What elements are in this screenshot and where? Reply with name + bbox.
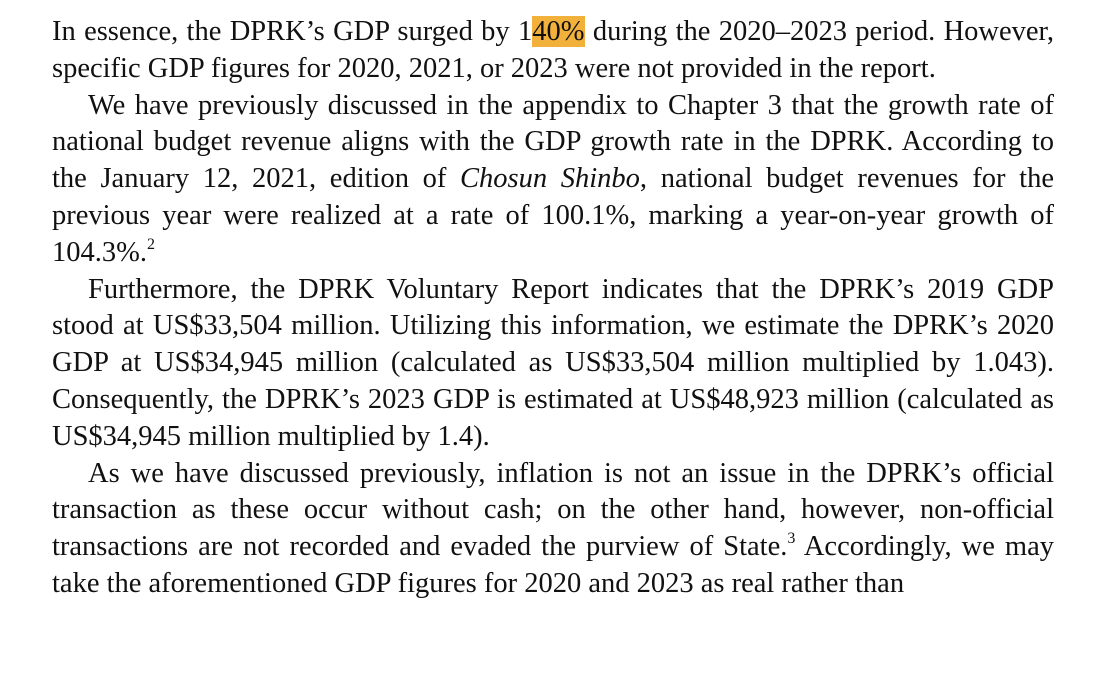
paragraph-text: As we have discussed previously, inflation is not an issue in the DPRK’s official transaction as these occur without cash; on the other hand, however, non-official transactions are not recorded and evaded the purview of State. [52,457,1054,563]
publication-title: Chosun Shinbo [460,163,640,195]
paragraph-text: , national budget revenues for the previous year were realized at a rate of 100.1%, marking a year-on-year growth of 104.3%. [52,163,1054,268]
footnote-marker[interactable]: 3 [787,530,796,548]
paragraph-text: We have previously discussed in the appendix to Chapter 3 that the growth rate of national budget revenue aligns with the GDP growth rate in the DPRK. According to the January 12, 2021, edition of [52,89,1054,195]
paragraph-text: Accordingly, we may take the aforementioned GDP figures for 2020 and 2023 as real rather than [52,531,1054,599]
paragraph-inflation [52,456,1054,603]
footnote-marker[interactable]: 2 [147,235,155,253]
paragraph-gdp-surge [52,14,1054,88]
document-body [52,14,1054,603]
paragraph-budget-revenue [52,88,1054,272]
paragraph-gdp-estimate [52,272,1054,456]
highlighted-text[interactable]: 40% [532,16,585,47]
paragraph-text: during the 2020–2023 period. However, specific GDP figures for 2020, 2021, or 2023 were not provided in the report. [52,16,1055,84]
paragraph-text: In essence, the DPRK’s GDP surged by 1 [52,16,533,47]
paragraph-text: Furthermore, the DPRK Voluntary Report indicates that the DPRK’s 2019 GDP stood at US$33,504 million. Utilizing this information, we estimate the DPRK’s 2020 GDP at US$34,945 million (calculated as US$33,504 million multiplied by 1.043). Consequently, the DPRK’s 2023 GDP is estimated at US$48,923 million (calculated as US$34,945 million multiplied by 1.4). [52,273,1054,452]
